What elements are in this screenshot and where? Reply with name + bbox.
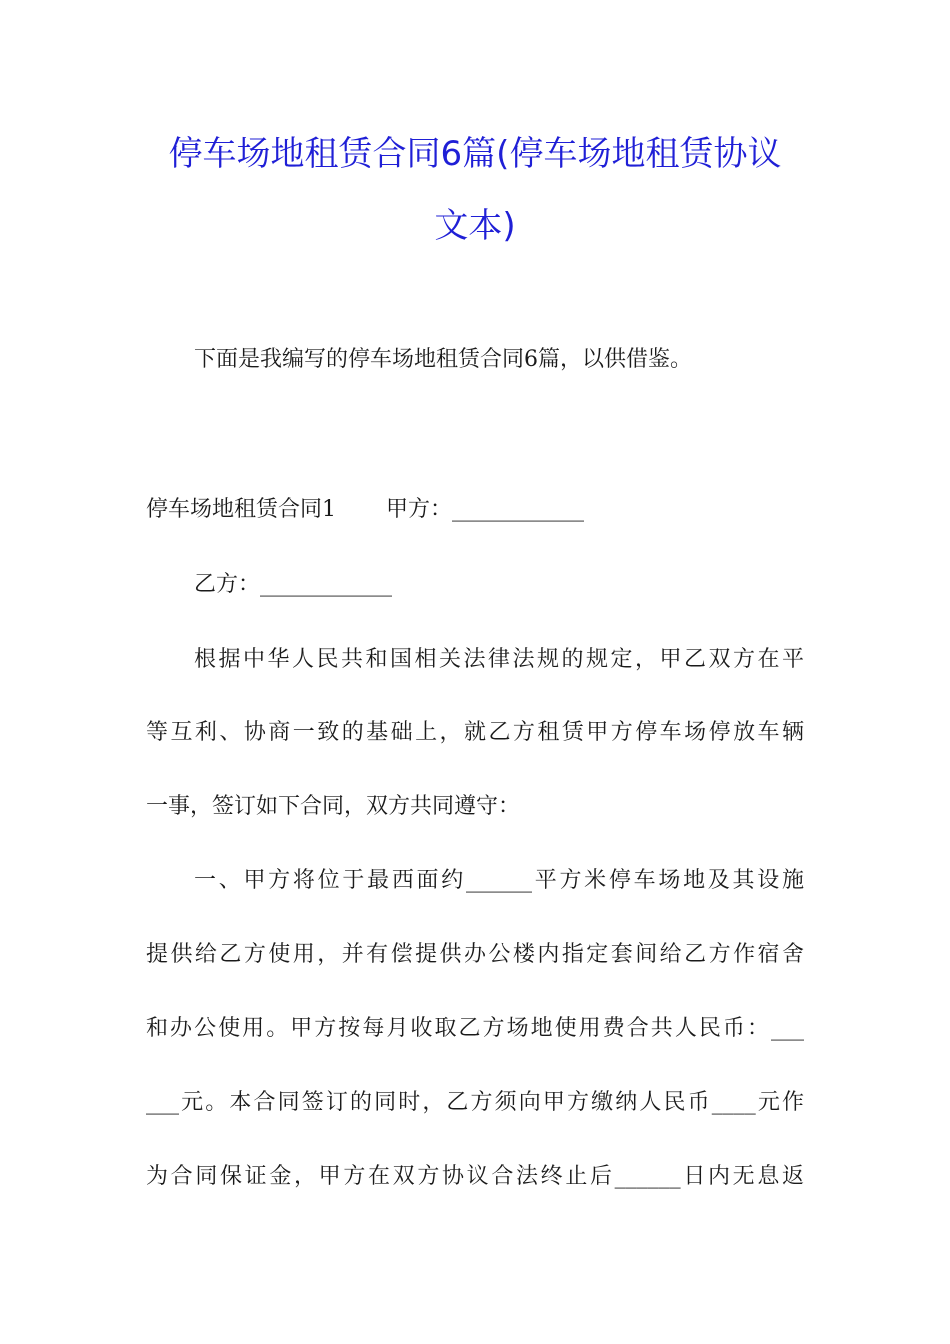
body-line-7: ___元。本合同签订的同时，乙方须向甲方缴纳人民币____元作: [146, 1090, 804, 1115]
contract-heading-row: [146, 495, 584, 525]
body-line-1: 根据中华人民共和国相关法律法规的规定，甲乙双方在平: [194, 647, 804, 672]
body-line-2: 等互利、协商一致的基础上，就乙方租赁甲方停车场停放车辆: [146, 720, 804, 745]
party-b-field: 乙方：____________: [194, 572, 393, 597]
body-line-3: 一事，签订如下合同，双方共同遵守：: [146, 794, 521, 819]
body-line-5: 提供给乙方使用，并有偿提供办公楼内指定套间给乙方作宿舍: [146, 942, 804, 967]
document-title-line-1: 停车场地租赁合同6篇(停车场地租赁协议: [168, 134, 782, 174]
body-line-4: 一、甲方将位于最西面约______平方米停车场地及其设施: [194, 868, 804, 893]
contract-1-heading: 停车场地租赁合同1: [146, 497, 336, 522]
party-a-field: 甲方：____________: [386, 497, 585, 522]
body-line-6: 和办公使用。甲方按每月收取乙方场地使用费合共人民币：___: [146, 1016, 804, 1041]
intro-paragraph: 下面是我编写的停车场地租赁合同6篇，以供借鉴。: [194, 347, 692, 372]
document-title-line-2: 文本): [434, 206, 516, 246]
body-line-8: 为合同保证金，甲方在双方协议合法终止后______日内无息返: [146, 1164, 804, 1189]
